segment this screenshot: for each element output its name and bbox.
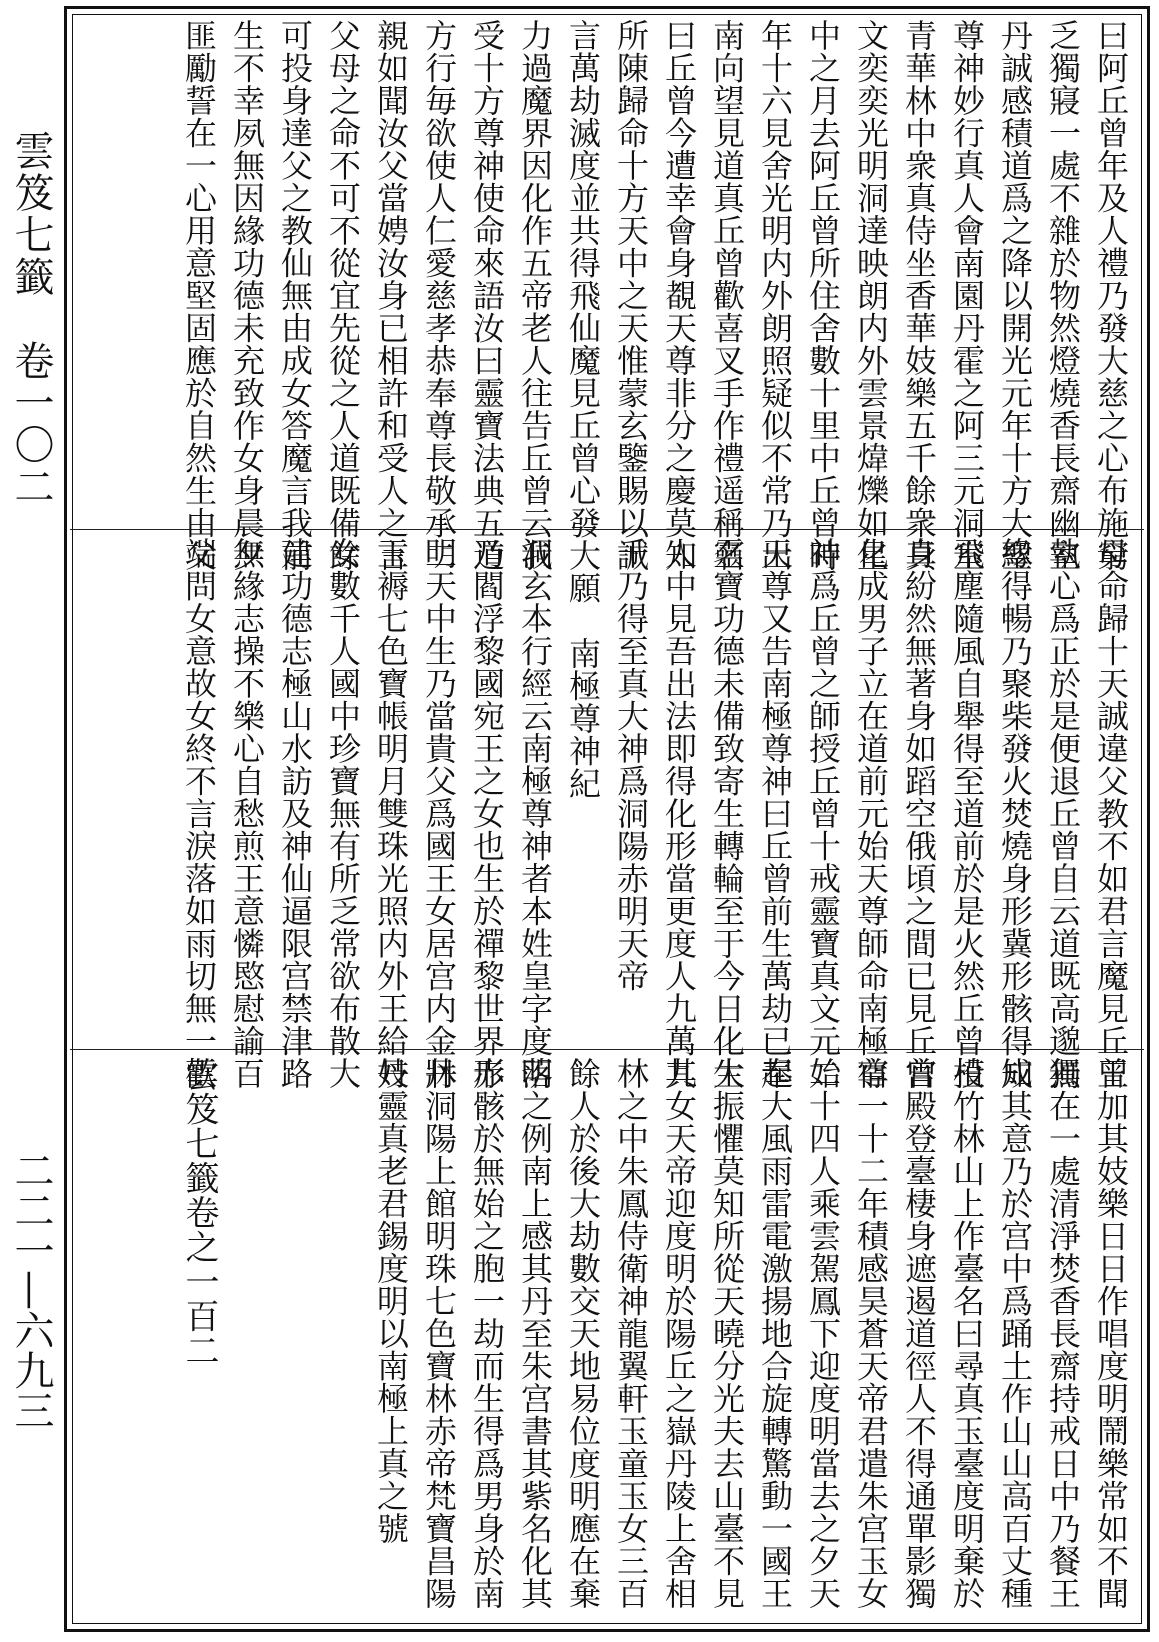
text-column: 生不幸夙無因緣功德未充致作女身晨夕 <box>228 19 266 572</box>
text-column: 人中見吾出法即得化形當更度人九萬九 <box>660 537 698 1090</box>
text-column: 親如聞汝父當娉汝身已相許和受人之言 <box>372 19 410 572</box>
text-column: 父母之命不可不從宜先從之人道既備餘 <box>324 19 362 572</box>
text-column: 力過魔界因化作五帝老人往告丘曾云我 <box>516 19 554 572</box>
text-column: 尊神妙行真人會南園丹霍之阿三元洞室 <box>948 19 986 572</box>
text-column: 大振懼莫知所從天曉分光夫去山臺不見 <box>708 1057 746 1610</box>
text-column: 受十方尊神使命來語汝曰靈寶法典五道 <box>468 19 506 572</box>
text-column: 言萬劫滅度並共得飛仙魔見丘曾心發大願 <box>564 19 602 604</box>
text-column: 神爲丘曾之師授丘曾十戒靈寶真文元始 <box>804 537 842 1090</box>
text-column: 丹誠感積道爲之降以開光元年十方大聖 <box>996 19 1034 572</box>
text-column: 乏獨寢一處不雜於物然燈燒香長齋幽室 <box>1044 19 1082 572</box>
chapter-end-title: 雲笈七籤卷之一百二 <box>179 1057 219 1368</box>
text-column: 南向望見道真丘曾歡喜叉手作禮遥稱名 <box>708 19 746 572</box>
text-column: 二十四人乘雲駕鳳下迎度明當去之夕天 <box>804 1057 842 1610</box>
text-column: 母命歸十天誠違父教不如君言魔見丘曾 <box>1092 537 1130 1090</box>
text-column: 林之中朱鳳侍衛神龍翼軒玉童玉女三百 <box>612 1057 650 1610</box>
text-column: 丹洞陽上館明珠七色寶林赤帝梵寶昌陽 <box>420 1057 458 1610</box>
section-heading: 南極尊神紀 <box>564 637 602 800</box>
text-column: 曰阿丘曾年及人禮乃發大慈之心布施窮 <box>1092 19 1130 572</box>
text-column: 可投身達父之教仙無由成女答魔言我前 <box>276 19 314 572</box>
text-column: 乃閻浮黎國宛王之女也生於禪黎世界赤 <box>468 537 506 1090</box>
text-column: 起大風雨雷電激揚地合旋轉驚動一國王 <box>756 1057 794 1610</box>
text-column: 端問女意故女終不言淚落如雨切無一歡 <box>180 537 218 1090</box>
text-register-middle <box>77 537 1141 1090</box>
text-column: 中之月去阿丘曾所住舍數十里中丘曾時 <box>804 19 842 572</box>
text-column: 匪勵誓在一心用意堅固應於自然生由父 <box>180 19 218 572</box>
text-register-top <box>77 19 1141 604</box>
text-column: 曰丘曾今遭幸會身覩天尊非分之慶莫知 <box>660 19 698 572</box>
text-column: 王加其妓樂日日作唱度明鬧樂常如不聞 <box>1092 1057 1130 1610</box>
text-column: 洞玄本行經云南極尊神者本姓皇字度明 <box>516 537 554 1090</box>
page-frame <box>64 6 1150 1632</box>
text-column: 靈寶功德未備致寄生轉輪至于今日化生 <box>708 537 746 1090</box>
text-column: 天尊又告南極尊神曰丘曾前生萬劫已奉 <box>756 537 794 1090</box>
text-column: 身紛然無著身如蹈空俄頃之間已見丘曾 <box>900 537 938 1090</box>
text-column: 宿一十二年積感昊蒼天帝君遣朱宫玉女 <box>852 1057 890 1610</box>
text-column: 文奕奕光明洞達映朗内外雲景煒爍如星 <box>852 19 890 572</box>
text-column: 明天中生乃當貴父爲國王女居宫内金牀 <box>420 537 458 1090</box>
text-column: 年十六見舍光明内外朗照疑似不常乃出 <box>756 19 794 572</box>
text-column: 無緣志操不樂心自愁煎王意憐愍慰諭百 <box>228 537 266 1090</box>
text-column: 形骸於無始之胞一劫而生得爲男身於南 <box>468 1057 506 1610</box>
text-column: 知其意乃於宫中爲踊土作山山高百丈種 <box>996 1057 1034 1610</box>
text-column: 其女天帝迎度明於陽丘之嶽丹陵上舍相 <box>660 1057 698 1610</box>
text-column: 女數千人國中珍寶無有所乏常欲布散大 <box>324 537 362 1090</box>
text-column: 化成男子立在道前元始天尊師命南極尊 <box>852 537 890 1090</box>
text-column: 玉褥七色寶帳明月雙珠光照内外王給妓 <box>372 537 410 1090</box>
text-column: 方行毎欲使人仁愛慈孝恭奉尊長敬承二 <box>420 19 458 572</box>
text-column: 所陳歸命十方天中之天惟蒙玄鑒賜以誠 <box>612 19 650 572</box>
margin-page-number: 二二一—六九三 <box>8 1150 54 1430</box>
text-column: 落之例南上感其丹至朱宫書其紫名化其 <box>516 1057 554 1610</box>
text-column: 千乃得至真大神爲洞陽赤明天帝 <box>612 537 650 992</box>
text-column: 植竹林山上作臺名曰尋真玉臺度明棄於 <box>948 1057 986 1610</box>
text-column: 執心爲正於是便退丘曾自云道既高邈無 <box>1044 537 1082 1090</box>
text-column: 飛塵隨風自舉得至道前於是火然丘曾投 <box>948 537 986 1090</box>
text-column: 宫殿登臺棲身遮遏道徑人不得通單影獨 <box>900 1057 938 1610</box>
text-column: 青華林中衆真侍坐香華妓樂五千餘衆真 <box>900 19 938 572</box>
text-column: 建功德志極山水訪及神仙逼限宫禁津路 <box>276 537 314 1090</box>
text-column: 丹靈真老君錫度明以南極上真之號 <box>372 1057 410 1545</box>
text-register-bottom <box>77 1057 1141 1619</box>
text-column: 獨在一處清淨焚香長齋持戒日中乃餐王 <box>1044 1057 1082 1610</box>
text-column: 餘人於後大劫數交天地易位度明應在棄 <box>564 1057 602 1610</box>
margin-book-title: 雲笈七籤 卷一〇二 <box>8 130 54 508</box>
text-column: 緣得暢乃聚柴發火焚燒身形冀形骸得成 <box>996 537 1034 1090</box>
